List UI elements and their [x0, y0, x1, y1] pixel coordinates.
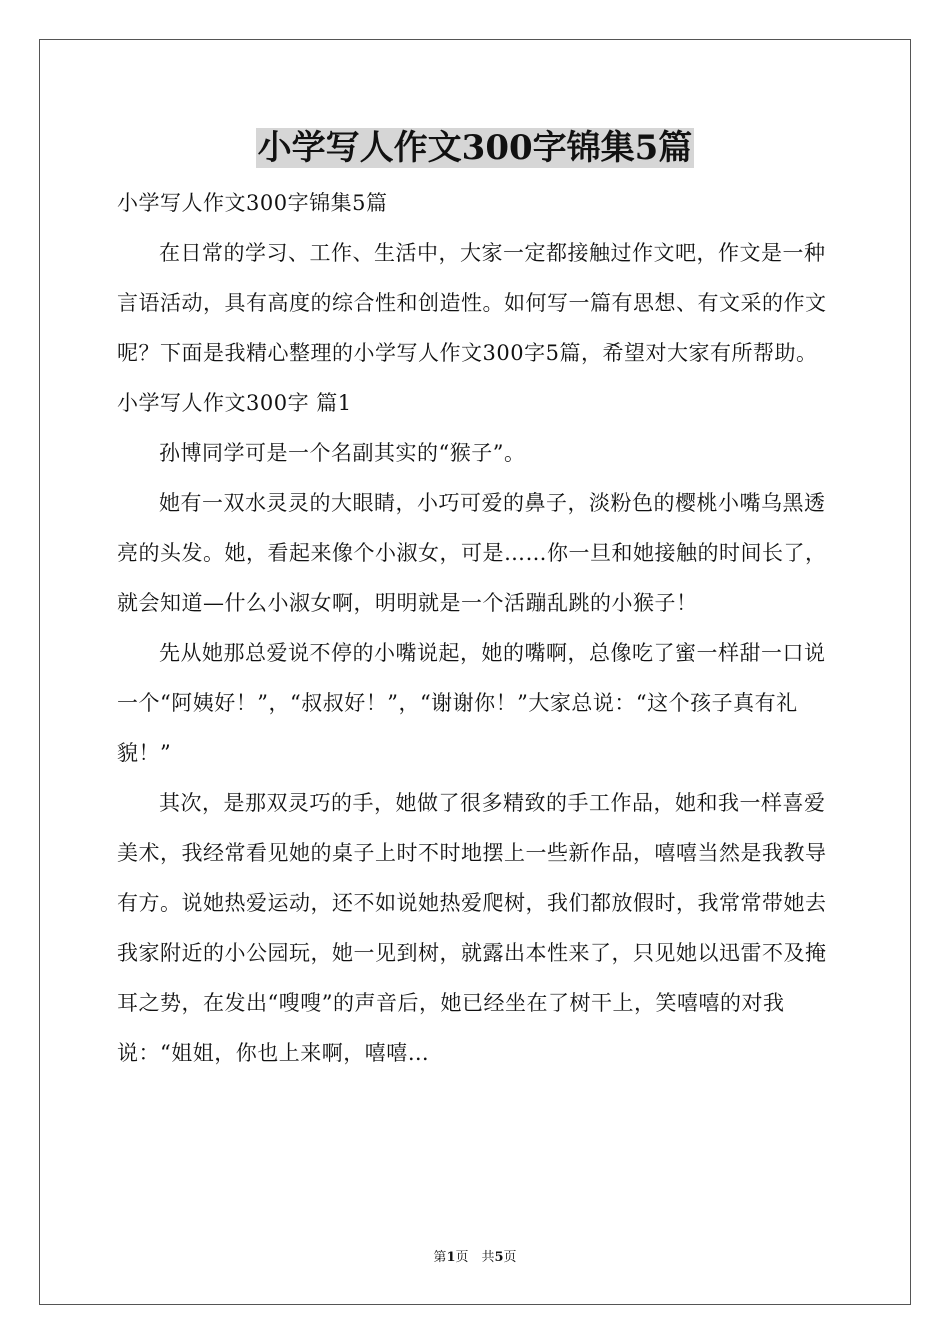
paragraph: 她有一双水灵灵的大眼睛，小巧可爱的鼻子，淡粉色的樱桃小嘴乌黑透亮的头发。她，看起来像个小淑女，可是……你一旦和她接触的时间长了，就会知道—什么小淑女啊，明明就是一个活蹦乱跳的小猴子！: [117, 491, 827, 615]
section-heading: 小学写人作文300字 篇1: [117, 391, 352, 415]
footer-page-number: 1: [446, 1250, 456, 1265]
footer-prefix: 第: [433, 1250, 447, 1265]
page-footer: [0, 1248, 950, 1268]
footer-suffix: 页: [503, 1250, 517, 1265]
footer-mid: 页 共: [455, 1250, 495, 1265]
paragraph-intro: 在日常的学习、工作、生活中，大家一定都接触过作文吧，作文是一种言语活动，具有高度的综合性和创造性。如何写一篇有思想、有文采的作文呢？下面是我精心整理的小学写人作文300字5篇，希望对大家有所帮助。: [117, 241, 827, 365]
document-body: [117, 178, 835, 1078]
document-title: [0, 124, 950, 172]
paragraph: 孙博同学可是一个名副其实的“猴子”。: [159, 441, 526, 465]
paragraph-subtitle: 小学写人作文300字锦集5篇: [117, 191, 388, 215]
paragraph: 先从她那总爱说不停的小嘴说起，她的嘴啊，总像吃了蜜一样甜一口说一个“阿姨好！”，“叔叔好！”，“谢谢你！”大家总说：“这个孩子真有礼貌！”: [117, 641, 826, 765]
footer-total-pages: 5: [494, 1250, 504, 1265]
title-text: 小学写人作文300字锦集5篇: [257, 128, 693, 168]
paragraph: 其次，是那双灵巧的手，她做了很多精致的手工作品，她和我一样喜爱美术，我经常看见她的桌子上时不时地摆上一些新作品，嘻嘻当然是我教导有方。说她热爱运动，还不如说她热爱爬树，我们都放假时，我常常带她去我家附近的小公园玩，她一见到树，就露出本性来了，只见她以迅雷不及掩耳之势，在发出“嗖嗖”的声音后，她已经坐在了树干上，笑嘻嘻的对我说：“姐姐，你也上来啊，嘻嘻…: [117, 791, 827, 1065]
